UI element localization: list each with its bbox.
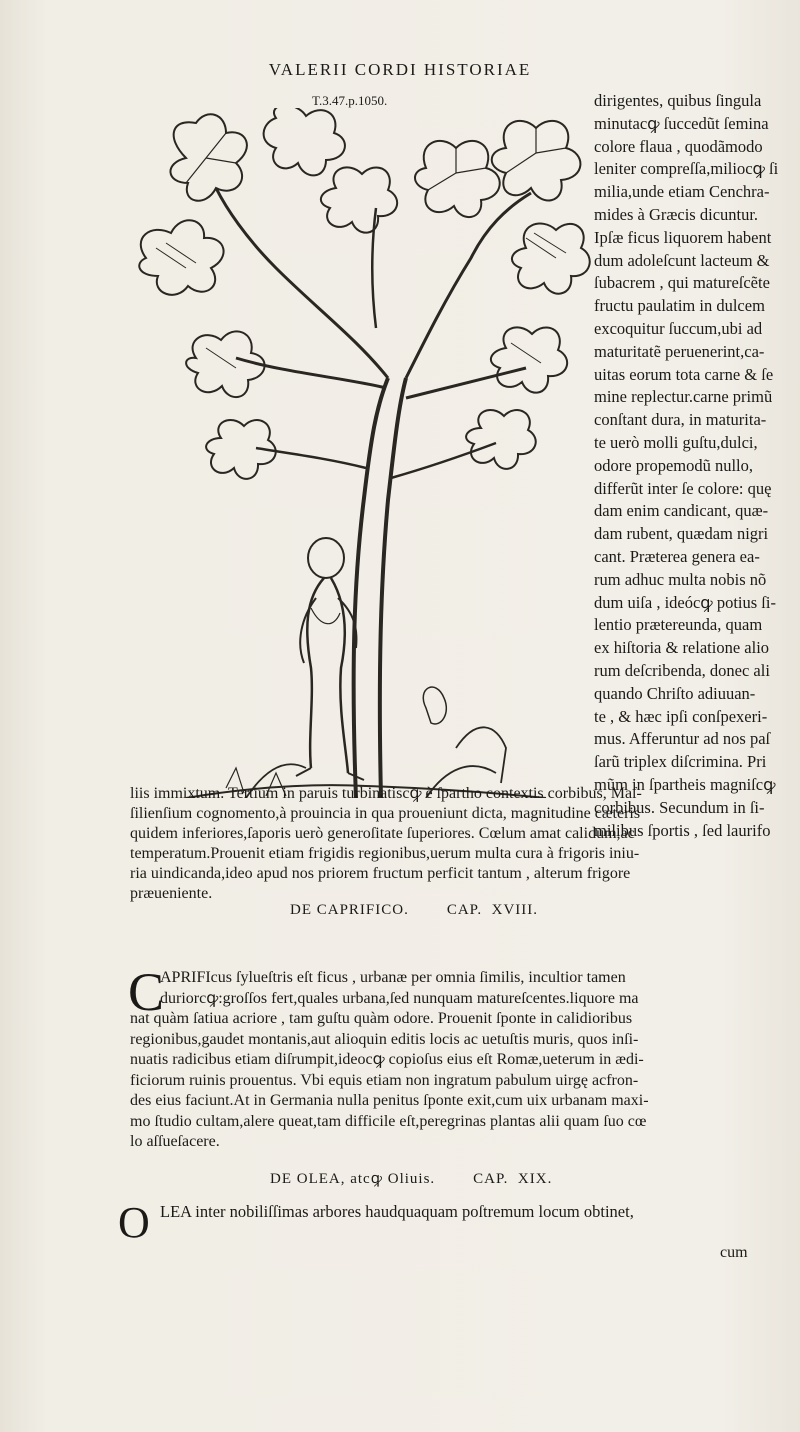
text-line: mine replectur.carne primũ [594,387,773,407]
text-line: ria uindicanda,ideo apud nos priorem fructum perficit tantum , alterum frigore [130,865,631,882]
text-line: corbibus. Secundum in ſi- [594,797,765,817]
text-line: uitas eorum tota carne & ſe [594,364,774,384]
text-line: minutacꝙ ſuccedũt ſemina [594,113,769,133]
figure-reference: T.3.47.p.1050. [312,93,388,108]
text-line: mũm in ſpartheis magniſcꝙ [594,774,776,794]
text-line: LEA inter nobiliſſimas arbores haudquaquam poſtremum locum obtinet, [160,1202,634,1221]
text-line: duriorcꝙ:groſſos fert,quales urbana,ſed nunquam matureſcentes.liquore ma [160,989,639,1007]
drop-cap: C [128,962,165,1022]
text-line: lo aſſueſacere. [130,1133,220,1150]
text-line: nat quàm ſatiua acriore , tam guſtu quàm odore. Prouenit ſponte in calidioribus [130,1010,633,1027]
catchword: cum [720,1244,748,1261]
text-line: rum adhuc multa nobis nõ [594,569,767,589]
chapter-heading-olea: DE OLEA, atcꝙ Oliuis. CAP. XIX. [270,1171,553,1187]
chapter-heading-caprificus: DE CAPRIFICO. CAP. XVIII. [290,902,539,918]
text-line: ſubacrem , qui matureſcẽte [594,273,770,293]
text-line: ficiorum ruinis prouentus. Vbi equis etiam non ingratum pabulum uirgę acfron- [130,1071,639,1089]
text-line: te uerò molli guſtu,dulci, [594,432,758,452]
text-line: liis immixtum. Tertium in paruis turbinatiscꝙ è ſpartho contextis corbibus, Maſ- [130,785,642,802]
text-line: dum uiſa , ideócꝙ potius ſi- [594,592,776,612]
text-line: cant. Præterea genera ea- [594,546,760,566]
text-line: temperatum.Prouenit etiam frigidis regionibus,uerum multa cura à frigoris iniu- [130,845,640,862]
text-line: te , & hæc ipſi conſpexeri- [594,706,768,726]
text-line: differũt inter ſe colore: quę [594,478,772,498]
text-line: mo ſtudio cultam,alere queat,tam difficile eſt,peregrinas plantas alii quam ſuo cœ [130,1112,647,1130]
paragraph-olea [130,1200,790,1224]
text-line: rum deſcribenda, donec ali [594,660,770,680]
text-line: APRIFIcus ſylueſtris eſt ficus , urbanæ per omnia ſimilis, incultior tamen [160,969,626,986]
paragraph-caprificus [130,968,790,1153]
text-line: fructu paulatim in dulcem [594,296,765,316]
text-line: mus. Afferuntur ad nos paſ [594,729,771,749]
drop-cap: O [118,1198,150,1247]
text-line: odore propemodũ nullo, [594,455,754,475]
text-line: dam enim candicant, quæ- [594,501,769,521]
text-line: quando Chriſto adiuuan- [594,683,756,703]
text-line: milibus ſportis , ſed laurifo [594,820,771,840]
text-line: dirigentes, quibus ſingula [594,91,762,110]
text-line: ſilienſium cognomento,à prouincia in qua proueniunt dicta, magnitudine cæteris [130,805,641,822]
text-line: des eius faciunt.At in Germania nulla penitus ſponte exit,cum uix urbanam maxi- [130,1092,649,1109]
text-line: excoquitur ſuccum,ubi ad [594,318,763,338]
text-line: leniter compreſſa,miliocꝙ ſi [594,159,779,179]
text-line: dam rubent, quædam nigri [594,524,769,544]
text-line: maturitatẽ peruenerint,ca- [594,341,765,361]
text-line: lentio prætereunda, quam [594,615,763,635]
text-line: Ipſæ ficus liquorem habent [594,227,772,247]
text-line: mides à Græcis dicuntur. [594,204,759,224]
right-column-text [594,90,794,842]
text-line: præueniente. [130,885,213,902]
text-line: dum adoleſcunt lacteum & [594,250,770,270]
text-line: ſarũ triplex diſcrimina. Pri [594,752,767,772]
text-line: milia,unde etiam Cenchra- [594,182,770,202]
text-line: ex hiſtoria & relatione alio [594,638,770,658]
text-line: conſtant dura, in maturita- [594,410,767,430]
text-line: regionibus,gaudet montanis,aut alioquin editis locis ac uetuſtis muris, quos inſi- [130,1030,639,1048]
fig-tree-woodcut [126,108,592,798]
running-head: VALERII CORDI HISTORIAE [268,60,532,79]
paragraph-ficus-end [130,784,790,904]
text-line: nuatis radicibus etiam diſrumpit,ideocꝙ copioſus eius eſt Romæ,ueterum in ædi- [130,1051,644,1068]
text-line: colore flaua , quodãmodo [594,136,763,156]
text-line: quidem inferiores,ſaporis uerò generoſitate ſuperiores. Cœlum amat calidum,ac [130,825,635,842]
